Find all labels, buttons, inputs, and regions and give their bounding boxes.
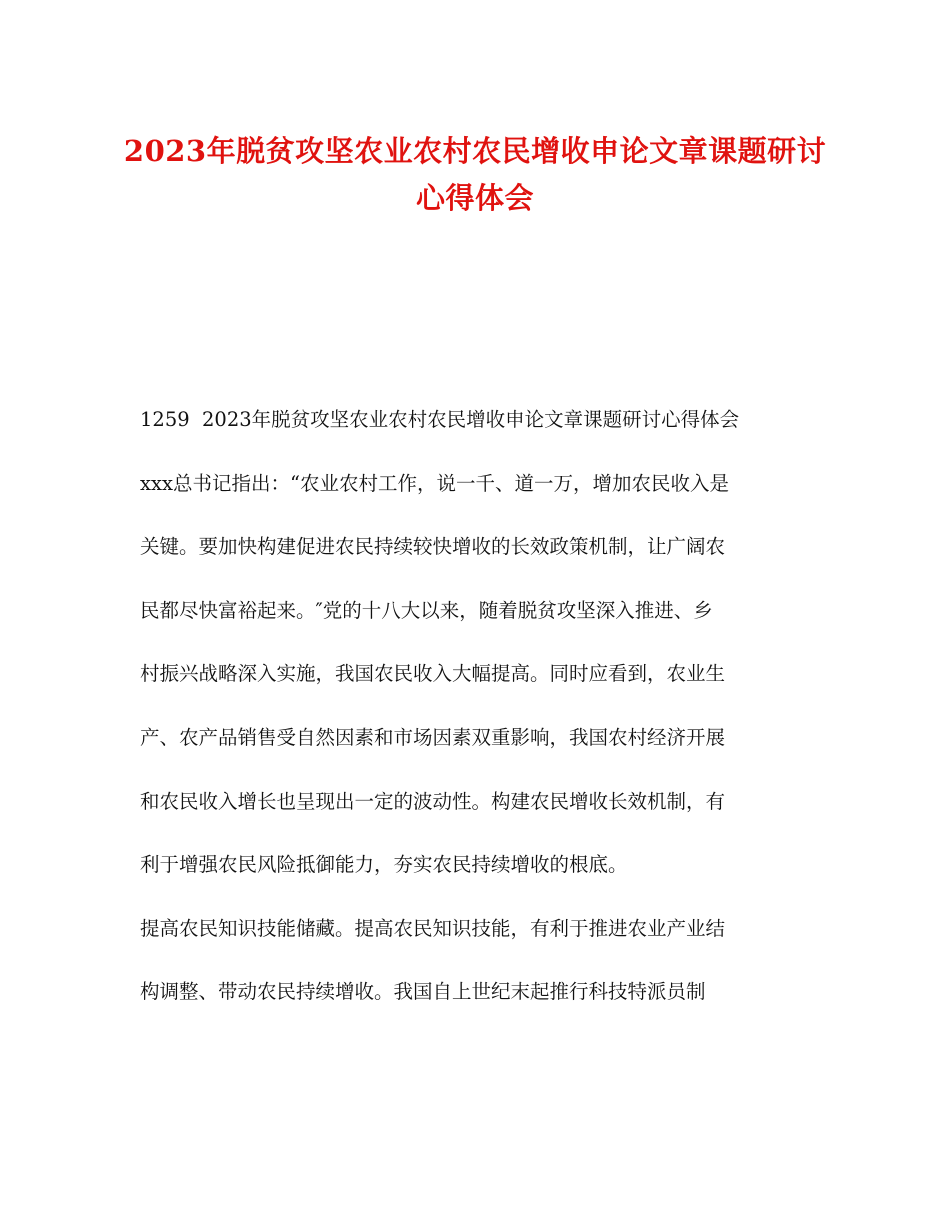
paragraph-line: 产、农产品销售受自然因素和市场因素双重影响，我国农村经济开展: [140, 725, 726, 749]
paragraph-line: 民都尽快富裕起来。″党的十八大以来，随着脱贫攻坚深入推进、乡: [140, 598, 713, 622]
paragraph-line: 构调整、带动农民持续增收。我国自上世纪末起推行科技特派员制: [140, 980, 706, 1004]
paragraph-line: 利于增强农民风险抵御能力，夯实农民持续增收的根底。: [140, 853, 628, 877]
title-line-2: 心得体会: [415, 181, 534, 215]
paragraph-line: 和农民收入增长也呈现出一定的波动性。构建农民增收长效机制，有: [140, 789, 726, 813]
header-title: 2023年脱贫攻坚农业农村农民增收申论文章课题研讨心得体会: [202, 408, 740, 431]
paragraph-line: 村振兴战略深入实施，我国农民收入大幅提高。同时应看到，农业生: [140, 662, 726, 686]
document-number: 1259: [140, 408, 190, 431]
paragraph-line: xxx总书记指出：“农业农村工作，说一千、道一万，增加农民收入是: [140, 471, 729, 495]
document-title: [120, 128, 830, 222]
document-body: [140, 400, 812, 1036]
title-line-1: 2023年脱贫攻坚农业农村农民增收申论文章课题研讨: [123, 134, 827, 168]
header-line: [140, 400, 812, 464]
paragraph-line: 关键。要加快构建促进农民持续较快增收的长效政策机制，让广阔农: [140, 535, 726, 559]
paragraph-line: 提高农民知识技能储藏。提高农民知识技能，有利于推进农业产业结: [140, 916, 726, 940]
